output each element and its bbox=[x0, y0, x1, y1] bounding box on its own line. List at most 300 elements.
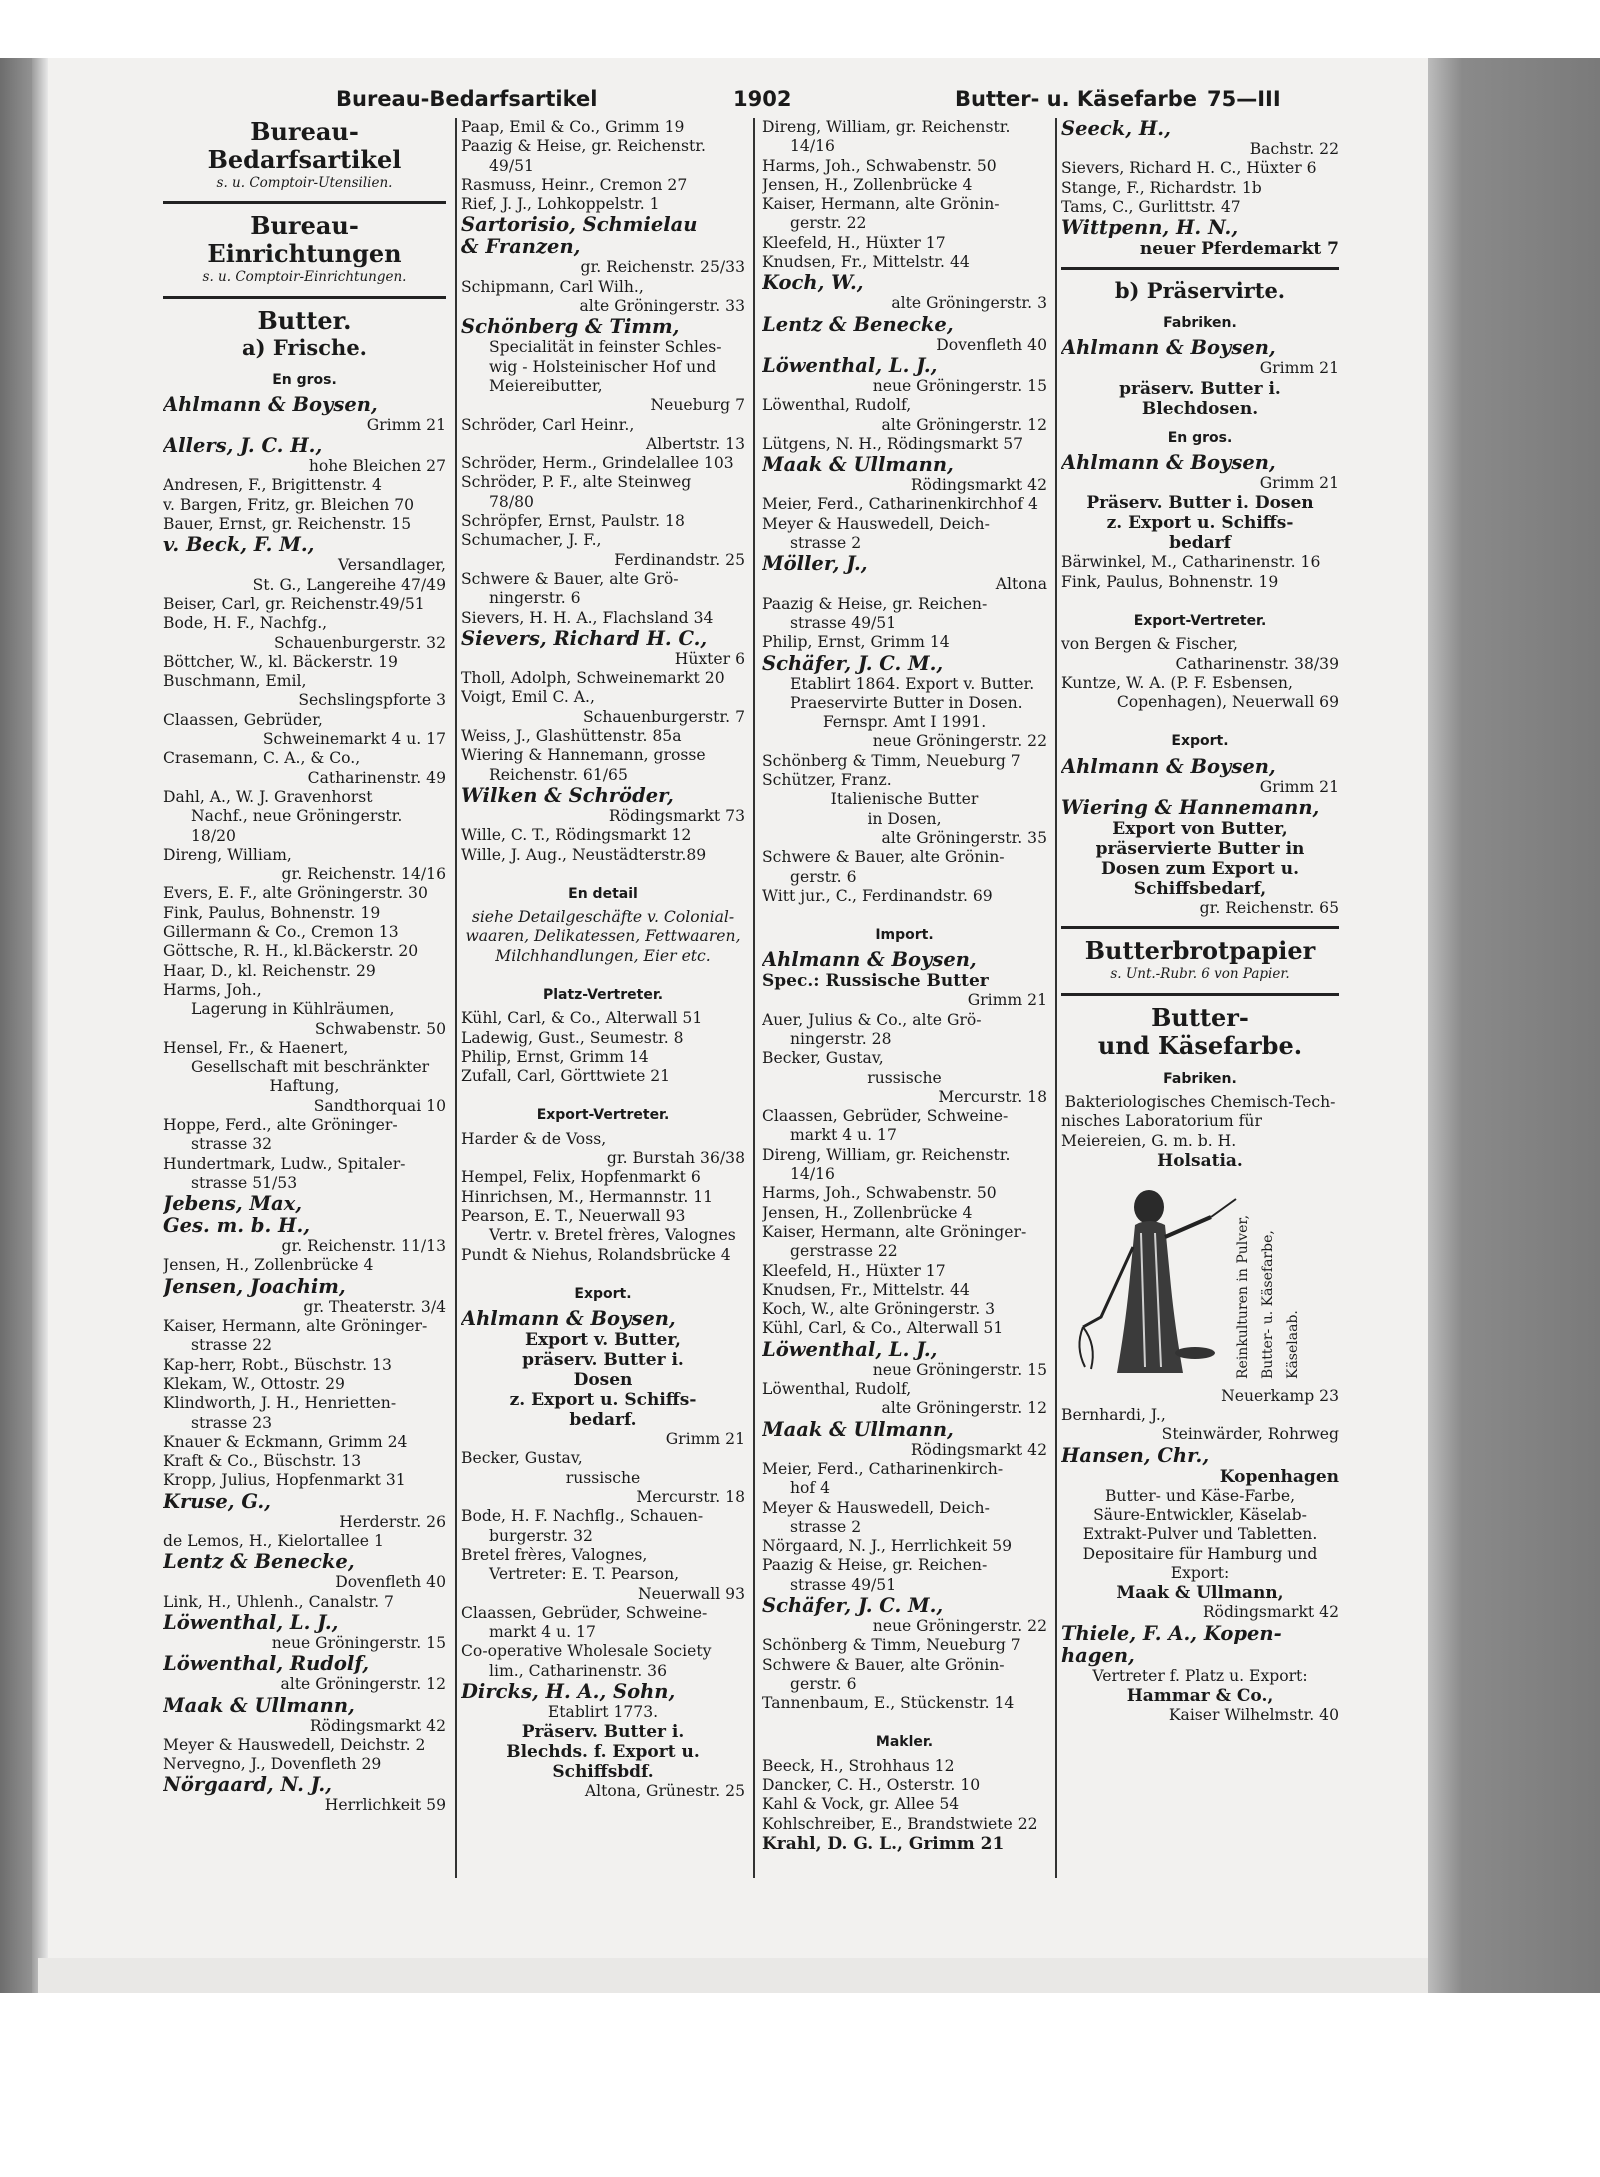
book-spine-shadow bbox=[32, 58, 48, 1993]
firm-name: Löwenthal, L. J., bbox=[163, 1611, 339, 1634]
entry-line: v. Bargen, Fritz, gr. Bleichen 70 bbox=[163, 495, 415, 514]
firm-name: Lentz & Benecke, bbox=[163, 1551, 355, 1574]
section-heading: Bedarfsartikel bbox=[207, 145, 402, 174]
running-head-left: Bureau-Bedarfsartikel bbox=[336, 87, 598, 111]
entry-line: Paazig & Heise, gr. Reichen- bbox=[762, 594, 988, 613]
bold-address-line: Kopenhagen bbox=[1219, 1466, 1339, 1487]
continuation-line: Lagerung in Kühlräumen, bbox=[191, 1000, 395, 1019]
section-heading: Einrichtungen bbox=[207, 239, 402, 269]
subheading: En detail bbox=[568, 885, 638, 902]
entry-line: Meyer & Hauswedell, Deich- bbox=[762, 514, 990, 533]
address-line: St. G., Langereihe 47/49 bbox=[252, 575, 446, 594]
address-line: Steinwärder, Rohrweg bbox=[1161, 1425, 1339, 1444]
address-line: Rödingsmarkt 42 bbox=[910, 476, 1047, 495]
advert-bold-line: präserv. Butter i. bbox=[522, 1350, 684, 1371]
continuation-line: ningerstr. 6 bbox=[489, 589, 581, 608]
address-line: gr. Reichenstr. 25/33 bbox=[580, 258, 745, 277]
subheading: Import. bbox=[875, 927, 934, 944]
advert-bold-line: Blechdosen. bbox=[1141, 398, 1259, 419]
centered-line: Säure-Entwickler, Käselab- bbox=[1093, 1506, 1307, 1525]
address-line: Grimm 21 bbox=[1259, 474, 1339, 493]
entry-line: Schützer, Franz. bbox=[762, 771, 892, 790]
entry-line: Stange, F., Richardstr. 1b bbox=[1061, 178, 1262, 197]
entry-line: Schipmann, Carl Wilh., bbox=[461, 277, 644, 296]
entry-line: Klekam, W., Ottostr. 29 bbox=[163, 1374, 345, 1393]
continuation-line: 14/16 bbox=[790, 137, 835, 156]
entry-line: Tholl, Adolph, Schweinemarkt 20 bbox=[461, 669, 725, 688]
entry-line: Fink, Paulus, Bohnenstr. 19 bbox=[163, 903, 381, 922]
centered-line: in Dosen, bbox=[867, 809, 942, 828]
advert-bold-line: Dosen bbox=[573, 1370, 633, 1391]
continuation-line: ningerstr. 28 bbox=[790, 1029, 892, 1048]
address-line: Albertstr. 13 bbox=[646, 434, 745, 453]
address-line: Rödingsmarkt 42 bbox=[910, 1440, 1047, 1459]
spacer bbox=[762, 906, 1047, 916]
entry-line: Hempel, Felix, Hopfenmarkt 6 bbox=[461, 1168, 701, 1187]
entry-line: Kühl, Carl, & Co., Alterwall 51 bbox=[461, 1009, 703, 1028]
continuation-line: strasse 2 bbox=[790, 534, 862, 553]
firm-name: Lentz & Benecke, bbox=[762, 313, 954, 336]
section-heading: Bureau- bbox=[250, 211, 359, 241]
continuation-line: markt 4 u. 17 bbox=[489, 1623, 596, 1642]
entry-line: Meier, Ferd., Catharinenkirch- bbox=[762, 1459, 1004, 1478]
section-heading: Butter. bbox=[257, 305, 352, 335]
entry-line: Direng, William, gr. Reichenstr. bbox=[762, 1145, 1011, 1164]
subsection-heading: a) Frische. bbox=[242, 334, 367, 360]
entry-line: Becker, Gustav, bbox=[461, 1449, 583, 1468]
advert-bold-line: Maak & Ullmann, bbox=[1116, 1583, 1284, 1604]
cross-reference: s. u. Comptoir-Utensilien. bbox=[216, 175, 393, 191]
continuation-line: strasse 22 bbox=[191, 1336, 273, 1355]
address-line: Schauenburgerstr. 7 bbox=[582, 707, 745, 726]
scanner-right-edge bbox=[1428, 58, 1600, 1993]
address-line: Catharinenstr. 38/39 bbox=[1175, 654, 1339, 673]
italic-note: siehe Detailgeschäfte v. Colonial- bbox=[471, 908, 735, 927]
subheading: En gros. bbox=[272, 371, 337, 388]
firm-name: Schäfer, J. C. M., bbox=[762, 652, 944, 675]
entry-line: Hoppe, Ferd., alte Gröninger- bbox=[163, 1115, 398, 1134]
address-line: neue Gröningerstr. 22 bbox=[872, 1617, 1047, 1635]
address-line: Altona, Grünestr. 25 bbox=[584, 1782, 745, 1801]
entry-line: Wiering & Hannemann, grosse bbox=[461, 746, 706, 765]
entry-line: Bode, H. F. Nachflg., Schauen- bbox=[461, 1507, 704, 1526]
advert-bold-line: Präserv. Butter i. Dosen bbox=[1086, 493, 1314, 514]
section-heading: und Käsefarbe. bbox=[1097, 1030, 1303, 1060]
continuation-line: strasse 2 bbox=[790, 1517, 862, 1536]
centered-line: Extrakt-Pulver und Tabletten. bbox=[1082, 1525, 1318, 1544]
address-line: Rödingsmarkt 42 bbox=[309, 1716, 446, 1735]
address-line: Versandlager, bbox=[337, 556, 446, 575]
entry-line: Lütgens, N. H., Rödingsmarkt 57 bbox=[762, 434, 1024, 453]
subsection-heading: b) Präservirte. bbox=[1114, 278, 1286, 304]
entry-line: Kohlschreiber, E., Brandstwiete 22 bbox=[762, 1814, 1038, 1833]
entry-line: Schröpfer, Ernst, Paulstr. 18 bbox=[461, 512, 685, 531]
entry-line: Direng, William, bbox=[163, 845, 292, 864]
entry-line: Claassen, Gebrüder, Schweine- bbox=[762, 1107, 1009, 1126]
firm-name: Schäfer, J. C. M., bbox=[762, 1595, 944, 1617]
address-line: Rödingsmarkt 42 bbox=[1202, 1603, 1339, 1622]
entry-line: Klindworth, J. H., Henrietten- bbox=[163, 1394, 397, 1413]
advert-bold-line: z. Export u. Schiffs- bbox=[509, 1390, 697, 1411]
continuation-line: 78/80 bbox=[489, 492, 534, 511]
continuation-line: strasse 51/53 bbox=[191, 1173, 298, 1192]
holsatia-advertisement bbox=[1061, 1177, 1339, 1387]
spacer bbox=[1061, 592, 1339, 602]
entry-line: Harms, Joh., bbox=[163, 980, 262, 999]
address-line: Catharinenstr. 49 bbox=[307, 768, 446, 787]
advert-bold-line: bedarf. bbox=[569, 1410, 637, 1431]
entry-line: Zufall, Carl, Görttwiete 21 bbox=[461, 1067, 671, 1086]
entry-line: Schönberg & Timm, Neueburg 7 bbox=[762, 1636, 1021, 1655]
running-head-right: Butter- u. Käsefarbe bbox=[955, 87, 1198, 111]
advert-bold-line: z. Export u. Schiffs- bbox=[1106, 513, 1294, 534]
entry-line: Bärwinkel, M., Catharinenstr. 16 bbox=[1061, 553, 1321, 572]
continuation-line: Gesellschaft mit beschränkter bbox=[191, 1058, 430, 1077]
entry-line: Gillermann & Co., Cremon 13 bbox=[163, 923, 399, 942]
firm-name: Kruse, G., bbox=[163, 1490, 271, 1513]
address-line: neue Gröningerstr. 15 bbox=[872, 376, 1047, 395]
firm-name: Seeck, H., bbox=[1061, 118, 1171, 140]
address-line: Neuerkamp 23 bbox=[1221, 1386, 1339, 1405]
entry-line: von Bergen & Fischer, bbox=[1061, 635, 1238, 654]
entry-line: Rasmuss, Heinr., Cremon 27 bbox=[461, 175, 688, 194]
section-rule bbox=[1061, 267, 1339, 270]
address-line: gr. Reichenstr. 65 bbox=[1199, 899, 1339, 918]
subheading: Export. bbox=[1171, 733, 1229, 750]
ad-caption-3: Käselaab. bbox=[1285, 1309, 1301, 1379]
firm-name: Ahlmann & Boysen, bbox=[163, 393, 378, 416]
entry-line: Witt jur., C., Ferdinandstr. 69 bbox=[762, 886, 993, 905]
address-line: alte Gröningerstr. 33 bbox=[579, 297, 745, 316]
address-line: neue Gröningerstr. 15 bbox=[872, 1360, 1047, 1379]
firm-name: Koch, W., bbox=[762, 272, 864, 295]
column-2 bbox=[461, 118, 745, 1878]
column-3 bbox=[762, 118, 1047, 1878]
entry-line: Meyer & Hauswedell, Deich- bbox=[762, 1498, 990, 1517]
entry-line: Jensen, H., Zollenbrücke 4 bbox=[762, 175, 973, 194]
spacer bbox=[461, 1265, 745, 1275]
firm-name: Ges. m. b. H., bbox=[163, 1215, 311, 1238]
advert-bold-line: Blechds. f. Export u. bbox=[506, 1742, 700, 1763]
continuation-line: Vertr. v. Bretel frères, Valognes bbox=[489, 1226, 736, 1245]
subheading: Export-Vertreter. bbox=[536, 1107, 670, 1124]
address-line: Mercurstr. 18 bbox=[938, 1087, 1047, 1106]
entry-line: Philip, Ernst, Grimm 14 bbox=[461, 1047, 649, 1066]
address-line: alte Gröningerstr. 12 bbox=[881, 415, 1047, 434]
spacer bbox=[461, 966, 745, 976]
continuation-line: strasse 32 bbox=[191, 1135, 273, 1154]
entry-line: Knauer & Eckmann, Grimm 24 bbox=[163, 1432, 408, 1451]
section-rule bbox=[1061, 926, 1339, 929]
entry-line: Rief, J. J., Lohkoppelstr. 1 bbox=[461, 195, 660, 214]
entry-line: Kuntze, W. A. (P. F. Esbensen, bbox=[1061, 673, 1293, 692]
entry-line: Sievers, H. H. A., Flachsland 34 bbox=[461, 608, 714, 627]
italic-note: waaren, Delikatessen, Fettwaaren, bbox=[465, 927, 741, 946]
entry-line: Kahl & Vock, gr. Allee 54 bbox=[762, 1795, 960, 1814]
continuation-line: Vertreter: E. T. Pearson, bbox=[489, 1565, 680, 1584]
firm-name: & Franzen, bbox=[461, 236, 581, 259]
firm-name: Hansen, Chr., bbox=[1061, 1444, 1210, 1467]
address-line: Dovenfleth 40 bbox=[335, 1573, 446, 1592]
address-line: gr. Reichenstr. 14/16 bbox=[281, 865, 446, 884]
address-line: neue Gröningerstr. 22 bbox=[872, 732, 1047, 751]
entry-line: Co-operative Wholesale Society bbox=[461, 1642, 712, 1661]
address-line: Herderstr. 26 bbox=[339, 1512, 446, 1531]
entry-line: Bauer, Ernst, gr. Reichenstr. 15 bbox=[163, 515, 412, 534]
firm-name: Schönberg & Timm, bbox=[461, 316, 680, 339]
entry-line: Direng, William, gr. Reichenstr. bbox=[762, 118, 1011, 136]
entry-line: nisches Laboratorium für bbox=[1061, 1112, 1262, 1131]
firm-name: v. Beck, F. M., bbox=[163, 534, 315, 557]
firm-name: Löwenthal, L. J., bbox=[762, 354, 938, 377]
advert-bold-line: Export von Butter, bbox=[1112, 819, 1288, 840]
address-line: Neueburg 7 bbox=[650, 396, 745, 415]
entry-line: Schröder, Carl Heinr., bbox=[461, 415, 635, 434]
entry-line: Harms, Joh., Schwabenstr. 50 bbox=[762, 156, 997, 175]
entry-line: Kap-herr, Robt., Büschstr. 13 bbox=[163, 1355, 392, 1374]
entry-line: Pearson, E. T., Neuerwall 93 bbox=[461, 1206, 686, 1225]
bold-address-line: neuer Pferdemarkt 7 bbox=[1139, 239, 1339, 260]
bold-line: Krahl, D. G. L., Grimm 21 bbox=[762, 1833, 1005, 1854]
address-line: Bachstr. 22 bbox=[1249, 140, 1339, 158]
entry-line: Böttcher, W., kl. Bäckerstr. 19 bbox=[163, 652, 398, 671]
entry-line: Meier, Ferd., Catharinenkirchhof 4 bbox=[762, 495, 1038, 514]
entry-line: Göttsche, R. H., kl.Bäckerstr. 20 bbox=[163, 942, 419, 961]
entry-line: Kleefeld, H., Hüxter 17 bbox=[762, 1261, 946, 1280]
address-line: Copenhagen), Neuerwall 69 bbox=[1116, 693, 1339, 712]
section-rule bbox=[1061, 993, 1339, 996]
advert-bold-line: Schiffsbedarf, bbox=[1133, 879, 1267, 900]
centered-line: Bakteriologisches Chemisch-Tech- bbox=[1064, 1092, 1336, 1111]
continuation-line: wig - Holsteinischer Hof und bbox=[489, 357, 717, 376]
continuation-line: Praeservirte Butter in Dosen. bbox=[790, 693, 1023, 712]
column-rule-1 bbox=[455, 118, 457, 1878]
entry-line: Fink, Paulus, Bohnenstr. 19 bbox=[1061, 572, 1279, 591]
ad-caption-1: Reinkulturen in Pulver, bbox=[1235, 1214, 1251, 1379]
continuation-line: 14/16 bbox=[790, 1165, 835, 1184]
firm-name: Ahlmann & Boysen, bbox=[461, 1308, 676, 1331]
entry-line: Kaiser, Hermann, alte Gröninger- bbox=[762, 1222, 1027, 1241]
entry-line: Schwere & Bauer, alte Grönin- bbox=[762, 1655, 1005, 1674]
advert-bold-line: Export v. Butter, bbox=[525, 1330, 681, 1351]
entry-line: Paap, Emil & Co., Grimm 19 bbox=[461, 118, 685, 136]
spacer bbox=[461, 865, 745, 875]
subheading: Fabriken. bbox=[1163, 1070, 1237, 1087]
entry-line: Haar, D., kl. Reichenstr. 29 bbox=[163, 961, 376, 980]
advert-bold-line: präservierte Butter in bbox=[1095, 839, 1305, 860]
entry-line: de Lemos, H., Kielortallee 1 bbox=[163, 1532, 384, 1551]
continuation-line: markt 4 u. 17 bbox=[790, 1126, 897, 1145]
centered-line: Italienische Butter bbox=[830, 790, 979, 809]
entry-line: Jensen, H., Zollenbrücke 4 bbox=[762, 1203, 973, 1222]
subheading: Platz-Vertreter. bbox=[542, 986, 664, 1003]
centered-line: russische bbox=[565, 1468, 641, 1487]
address-line: Neuerwall 93 bbox=[637, 1584, 745, 1603]
address-line: gr. Reichenstr. 11/13 bbox=[281, 1237, 446, 1256]
column-4-upper bbox=[1061, 118, 1339, 1171]
entry-line: Knudsen, Fr., Mittelstr. 44 bbox=[762, 1280, 970, 1299]
entry-line: Bretel frères, Valognes, bbox=[461, 1545, 648, 1564]
entry-line: Claassen, Gebrüder, bbox=[163, 710, 323, 729]
firm-name: Ahlmann & Boysen, bbox=[1061, 452, 1276, 475]
entry-line: Kaiser, Hermann, alte Grönin- bbox=[762, 195, 1000, 214]
entry-line: Paazig & Heise, gr. Reichen- bbox=[762, 1556, 988, 1575]
address-line: Grimm 21 bbox=[366, 415, 446, 434]
entry-line: Kropp, Julius, Hopfenmarkt 31 bbox=[163, 1471, 406, 1490]
spacer bbox=[461, 1086, 745, 1096]
address-line: Grimm 21 bbox=[1259, 777, 1339, 796]
continuation-line: strasse 49/51 bbox=[790, 1575, 897, 1594]
address-line: alte Gröningerstr. 3 bbox=[891, 294, 1047, 313]
firm-name: Löwenthal, Rudolf, bbox=[163, 1653, 370, 1676]
subheading: Export-Vertreter. bbox=[1133, 612, 1267, 629]
entry-line: Voigt, Emil C. A., bbox=[461, 688, 595, 707]
continuation-line: gerstr. 22 bbox=[790, 214, 867, 233]
address-line: alte Gröningerstr. 35 bbox=[881, 828, 1047, 847]
page-bottom-margin bbox=[38, 1958, 1428, 1993]
entry-line: Philip, Ernst, Grimm 14 bbox=[762, 633, 950, 652]
entry-line: Hundertmark, Ludw., Spitaler- bbox=[163, 1154, 406, 1173]
address-line: Sandthorquai 10 bbox=[313, 1096, 446, 1115]
entry-line: Löwenthal, Rudolf, bbox=[762, 1380, 912, 1399]
continuation-line: lim., Catharinenstr. 36 bbox=[489, 1661, 667, 1680]
address-line: Dovenfleth 40 bbox=[936, 335, 1047, 354]
entry-line: Jensen, H., Zollenbrücke 4 bbox=[163, 1256, 374, 1275]
advert-bold-line: Schiffsbdf. bbox=[552, 1762, 654, 1783]
address-line: Mercurstr. 18 bbox=[636, 1488, 745, 1507]
centered-line: Butter- und Käse-Farbe, bbox=[1104, 1486, 1296, 1505]
address-line: alte Gröningerstr. 12 bbox=[280, 1675, 446, 1694]
continuation-line: burgerstr. 32 bbox=[489, 1526, 593, 1545]
continuation-line: Meiereibutter, bbox=[489, 376, 603, 395]
subheading: Export. bbox=[574, 1285, 632, 1302]
entry-line: Kühl, Carl, & Co., Alterwall 51 bbox=[762, 1319, 1004, 1338]
entry-line: Tannenbaum, E., Stückenstr. 14 bbox=[762, 1694, 1015, 1713]
centered-line: Export: bbox=[1170, 1563, 1230, 1582]
centered-line: Vertreter f. Platz u. Export: bbox=[1092, 1666, 1308, 1685]
ad-caption-2: Butter- u. Käsefarbe, bbox=[1260, 1230, 1276, 1379]
centered-line: Depositaire für Hamburg und bbox=[1082, 1544, 1318, 1563]
firm-name: Ahlmann & Boysen, bbox=[1061, 755, 1276, 778]
section-heading: Butter- bbox=[1151, 1002, 1249, 1032]
address-line: Ferdinandstr. 25 bbox=[614, 550, 745, 569]
firm-name: Sartorisio, Schmielau bbox=[461, 214, 698, 237]
italic-note: Milchhandlungen, Eier etc. bbox=[495, 946, 711, 965]
entry-line: Hinrichsen, M., Hermannstr. 11 bbox=[461, 1187, 714, 1206]
entry-line: Dancker, C. H., Osterstr. 10 bbox=[762, 1776, 981, 1795]
continuation-line: strasse 23 bbox=[191, 1413, 273, 1432]
subheading: Makler. bbox=[875, 1734, 934, 1751]
firm-name: Löwenthal, L. J., bbox=[762, 1338, 938, 1361]
firm-name: Sievers, Richard H. C., bbox=[461, 627, 708, 650]
column-1 bbox=[163, 118, 446, 1878]
entry-line: Schwere & Bauer, alte Grö- bbox=[461, 569, 679, 588]
entry-line: Wille, C. T., Rödingsmarkt 12 bbox=[461, 826, 692, 845]
firm-name: Wiering & Hannemann, bbox=[1061, 797, 1320, 820]
centered-line: Etablirt 1773. bbox=[547, 1703, 659, 1721]
subheading: En gros. bbox=[1167, 429, 1233, 446]
entry-line: Kaiser, Hermann, alte Gröninger- bbox=[163, 1317, 428, 1336]
firm-name: Wilken & Schröder, bbox=[461, 784, 674, 807]
address-line: Schwabenstr. 50 bbox=[314, 1019, 446, 1038]
firm-name: Jebens, Max, bbox=[163, 1193, 303, 1216]
advert-bold-line: Präserv. Butter i. bbox=[521, 1722, 685, 1743]
continuation-line: Etablirt 1864. Export v. Butter. bbox=[790, 674, 1035, 693]
entry-line: Knudsen, Fr., Mittelstr. 44 bbox=[762, 253, 970, 272]
column-rule-2 bbox=[753, 118, 755, 1878]
entry-line: Schröder, Herm., Grindelallee 103 bbox=[461, 454, 734, 473]
firm-name: Wittpenn, H. N., bbox=[1061, 217, 1239, 240]
spacer bbox=[1061, 712, 1339, 722]
advert-bold-line: Hammar & Co., bbox=[1126, 1685, 1274, 1706]
firm-name: Möller, J., bbox=[762, 553, 868, 576]
entry-line: Buschmann, Emil, bbox=[163, 672, 307, 691]
address-line: hohe Bleichen 27 bbox=[308, 457, 446, 476]
cross-reference: s. Unt.-Rubr. 6 von Papier. bbox=[1110, 966, 1290, 983]
entry-line: Koch, W., alte Gröningerstr. 3 bbox=[762, 1300, 996, 1319]
entry-line: Harms, Joh., Schwabenstr. 50 bbox=[762, 1184, 997, 1203]
dairymaid-illustration bbox=[1071, 1177, 1241, 1382]
address-line: Hüxter 6 bbox=[674, 649, 745, 668]
continuation-line: Nachf., neue Gröningerstr. bbox=[191, 807, 403, 826]
address-line: Altona bbox=[995, 575, 1047, 594]
entry-line: Paazig & Heise, gr. Reichenstr. bbox=[461, 137, 706, 156]
section-heading: Butterbrotpapier bbox=[1084, 936, 1316, 966]
entry-line: Löwenthal, Rudolf, bbox=[762, 396, 912, 415]
entry-line: Kleefeld, H., Hüxter 17 bbox=[762, 233, 946, 252]
firm-name: hagen, bbox=[1061, 1644, 1135, 1667]
address-line: Sechslingspforte 3 bbox=[298, 691, 446, 710]
firm-name: Dircks, H. A., Sohn, bbox=[461, 1681, 676, 1703]
entry-line: Nörgaard, N. J., Herrlichkeit 59 bbox=[762, 1537, 1013, 1556]
firm-name: Ahlmann & Boysen, bbox=[762, 949, 977, 972]
column-4 bbox=[1061, 118, 1339, 1878]
address-line: Grimm 21 bbox=[665, 1430, 745, 1449]
entry-line: Crasemann, C. A., & Co., bbox=[163, 749, 361, 768]
bold-line: Spec.: Russische Butter bbox=[762, 971, 989, 992]
entry-line: Pundt & Niehus, Rolandsbrücke 4 bbox=[461, 1245, 731, 1264]
continuation-line: 18/20 bbox=[191, 826, 236, 845]
cross-reference: s. u. Comptoir-Einrichtungen. bbox=[202, 269, 407, 286]
entry-line: Bernhardi, J., bbox=[1061, 1406, 1166, 1425]
entry-line: Claassen, Gebrüder, Schweine- bbox=[461, 1603, 708, 1622]
continuation-line: gerstr. 6 bbox=[790, 867, 857, 886]
firm-name: Thiele, F. A., Kopen- bbox=[1061, 1622, 1282, 1645]
entry-line: Meyer & Hauswedell, Deichstr. 2 bbox=[163, 1735, 426, 1754]
entry-line: Beiser, Carl, gr. Reichenstr.49/51 bbox=[163, 594, 425, 613]
entry-line: Ladewig, Gust., Seumestr. 8 bbox=[461, 1028, 684, 1047]
centered-line: Fernspr. Amt I 1991. bbox=[822, 713, 987, 732]
continuation-line: 49/51 bbox=[489, 156, 534, 175]
entry-line: Tams, C., Gurlittstr. 47 bbox=[1061, 197, 1241, 216]
section-rule bbox=[163, 201, 446, 204]
entry-line: Link, H., Uhlenh., Canalstr. 7 bbox=[163, 1592, 394, 1611]
address-line: Grimm 21 bbox=[967, 991, 1047, 1010]
column-rule-3 bbox=[1055, 118, 1057, 1878]
address-line: Grimm 21 bbox=[1259, 359, 1339, 378]
continuation-line: gerstr. 6 bbox=[790, 1674, 857, 1693]
entry-line: Weiss, J., Glashüttenstr. 85a bbox=[461, 727, 682, 746]
continuation-line: hof 4 bbox=[790, 1479, 831, 1498]
continuation-line: Reichenstr. 61/65 bbox=[489, 765, 628, 784]
continuation-line: Specialität in feinster Schles- bbox=[489, 338, 722, 357]
address-line: Rödingsmarkt 73 bbox=[608, 806, 745, 825]
firm-name: Maak & Ullmann, bbox=[762, 454, 954, 477]
entry-line: Bode, H. F., Nachfg., bbox=[163, 614, 328, 633]
address-line: gr. Burstah 36/38 bbox=[606, 1149, 745, 1168]
address-line: Schweinemarkt 4 u. 17 bbox=[262, 730, 446, 749]
firm-name: Nörgaard, N. J., bbox=[163, 1774, 332, 1797]
